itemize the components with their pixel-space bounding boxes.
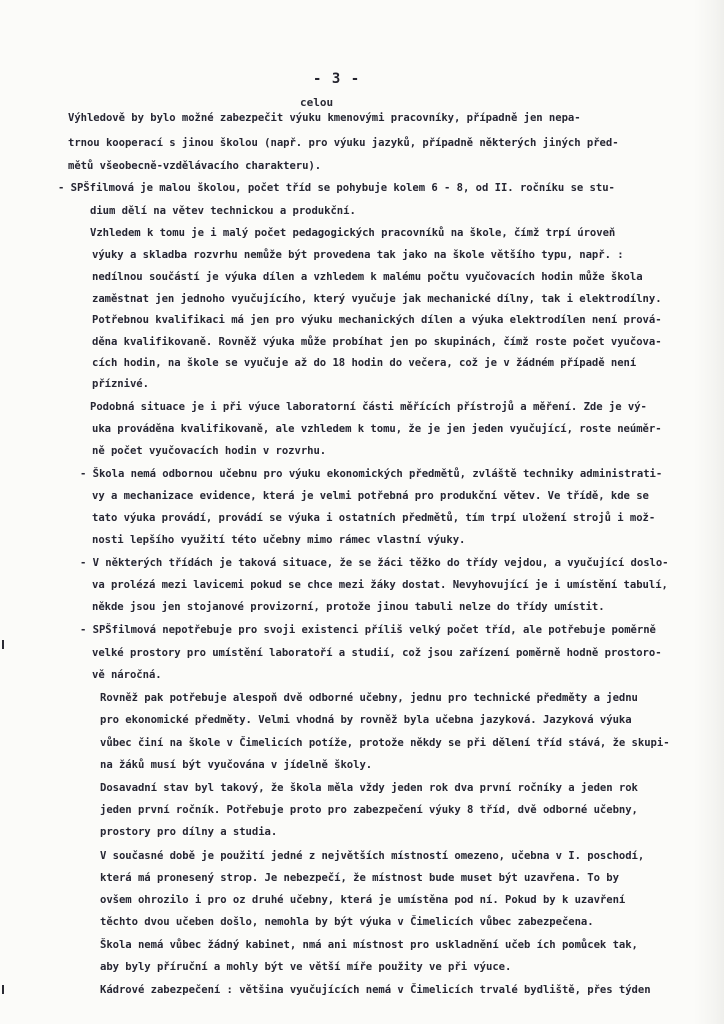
margin-mark bbox=[2, 640, 4, 649]
text-line: ovšem ohrozilo i pro oz druhé učebny, která je umístěna pod ní. Pokud by k uzavření bbox=[100, 894, 626, 906]
text-line: vě náročná. bbox=[92, 669, 162, 681]
text-line: va prolézá mezi lavicemi pokud se chce mezi žáky dostat. Nevyhovující je i umístění tabulí, bbox=[92, 579, 668, 591]
text-line: prostory pro dílny a studia. bbox=[100, 826, 278, 838]
text-line: cích hodin, na škole se vyučuje až do 18 hodin do večera, což je v žádném případě není bbox=[92, 357, 637, 369]
text-line: někde jsou jen stojanové provizorní, protože jinou tabuli nelze do třídy umístit. bbox=[92, 601, 605, 613]
text-line: nosti lepšího využití této učebny mimo rámec vlastní výuky. bbox=[92, 534, 466, 546]
text-line: Škola nemá vůbec žádný kabinet, nmá ani místnost pro uskladnění učeb ích pomůcek tak, bbox=[100, 939, 638, 951]
text-line: uka prováděna kvalifikovaně, ale vzhledem k tomu, že je jen jeden vyučující, roste neúměr- bbox=[92, 423, 662, 435]
text-line: Potřebnou kvalifikaci má jen pro výuku mechanických dílen a výuka elektrodílen není prová- bbox=[92, 314, 662, 326]
margin-mark bbox=[2, 985, 4, 994]
text-line: Podobná situace je i při výuce laboratorní části měřících přístrojů a měření. Zde je vý- bbox=[90, 401, 647, 413]
text-line: - SPŠfilmová nepotřebuje pro svoji existenci příliš velký počet tříd, ale potřebuje poměrně bbox=[80, 624, 656, 636]
text-line: Dosavadní stav byl takový, že škola měla vždy jeden rok dva první ročníky a jeden rok bbox=[100, 782, 638, 794]
text-line: těchto dvou učeben došlo, nemohla by být výuka v Čimelicích vůbec zabezpečena. bbox=[100, 916, 594, 928]
text-line: - SPŠfilmová je malou školou, počet tříd se pohybuje kolem 6 - 8, od II. ročníku se stu- bbox=[58, 182, 615, 194]
text-line: zaměstnat jen jednoho vyučujícího, který vyučuje jak mechanické dílny, tak i elektrodílny. bbox=[92, 293, 662, 305]
text-line: ně počet vyučovacích hodin v rozvrhu. bbox=[92, 445, 327, 457]
text-line: - V některých třídách je taková situace, že se žáci těžko do třídy vejdou, a vyučující doslo- bbox=[80, 557, 669, 569]
text-line: aby byly příruční a mohly být ve větší míře použity ve při výuce. bbox=[100, 961, 512, 973]
page-edge-shadow bbox=[694, 0, 724, 1024]
text-line: - Škola nemá odbornou učebnu pro výuku ekonomických předmětů, zvláště techniky administrati- bbox=[80, 468, 663, 480]
text-line: jeden první ročník. Potřebuje proto pro zabezpečení výuky 8 tříd, dvě odborné učebny, bbox=[100, 804, 638, 816]
text-line: velké prostory pro umístění laboratoří a studií, což jsou zařízení poměrně hodně prostoro- bbox=[92, 647, 662, 659]
text-line: nedílnou součástí je výuka dílen a vzhledem k malému počtu vyučovacích hodin může škola bbox=[92, 271, 643, 283]
text-line: mětů všeobecně-vzdělávacího charakteru). bbox=[68, 160, 322, 172]
handwritten-insertion: celou bbox=[300, 96, 334, 109]
text-line: dium dělí na větev technickou a produkční. bbox=[90, 205, 356, 217]
text-line: děna kvalifikovaně. Rovněž výuka může probíhat jen po skupinách, čímž roste počet vyučova- bbox=[92, 336, 662, 348]
text-line: výuky a skladba rozvrhu nemůže být provedena tak jako na škole většího typu, např. : bbox=[92, 249, 624, 261]
text-line: příznivé. bbox=[92, 378, 149, 390]
text-line: vy a mechanizace evidence, která je velmi potřebná pro produkční větev. Ve třídě, kde se bbox=[92, 490, 649, 502]
text-line: V současné době je použití jedné z největších místností omezeno, učebna v I. poschodí, bbox=[100, 850, 645, 862]
text-line: Vzhledem k tomu je i malý počet pedagogických pracovníků na škole, čímž trpí úroveň bbox=[90, 227, 616, 239]
text-line: která má pronesený strop. Je nebezpečí, že místnost bude muset být uzavřena. To by bbox=[100, 872, 619, 884]
text-line: vůbec činí na škole v Čimelicích potíže, protože někdy se při dělení tříd stává, že skupi- bbox=[100, 737, 670, 749]
text-line: Výhledově by bylo možné zabezpečit výuku kmenovými pracovníky, případně jen nepa- bbox=[68, 112, 581, 124]
text-line: tato výuka provádí, provádí se výuka i ostatních předmětů, tím trpí uložení strojů i mož- bbox=[92, 512, 656, 524]
page-number: - 3 - bbox=[313, 71, 361, 87]
text-line: pro ekonomické předměty. Velmi vhodná by rovněž byla učebna jazyková. Jazyková výuka bbox=[100, 714, 632, 726]
text-line: trnou kooperací s jinou školou (např. pro výuku jazyků, případně některých jiných před- bbox=[68, 137, 619, 149]
text-line: na žáků musí být vyučována v jídelně školy. bbox=[100, 759, 373, 771]
text-line: Kádrové zabezpečení : většina vyučujících nemá v Čimelicích trvalé bydliště, přes týden bbox=[100, 984, 651, 996]
text-line: Rovněž pak potřebuje alespoň dvě odborné učebny, jednu pro technické předměty a jednu bbox=[100, 692, 638, 704]
